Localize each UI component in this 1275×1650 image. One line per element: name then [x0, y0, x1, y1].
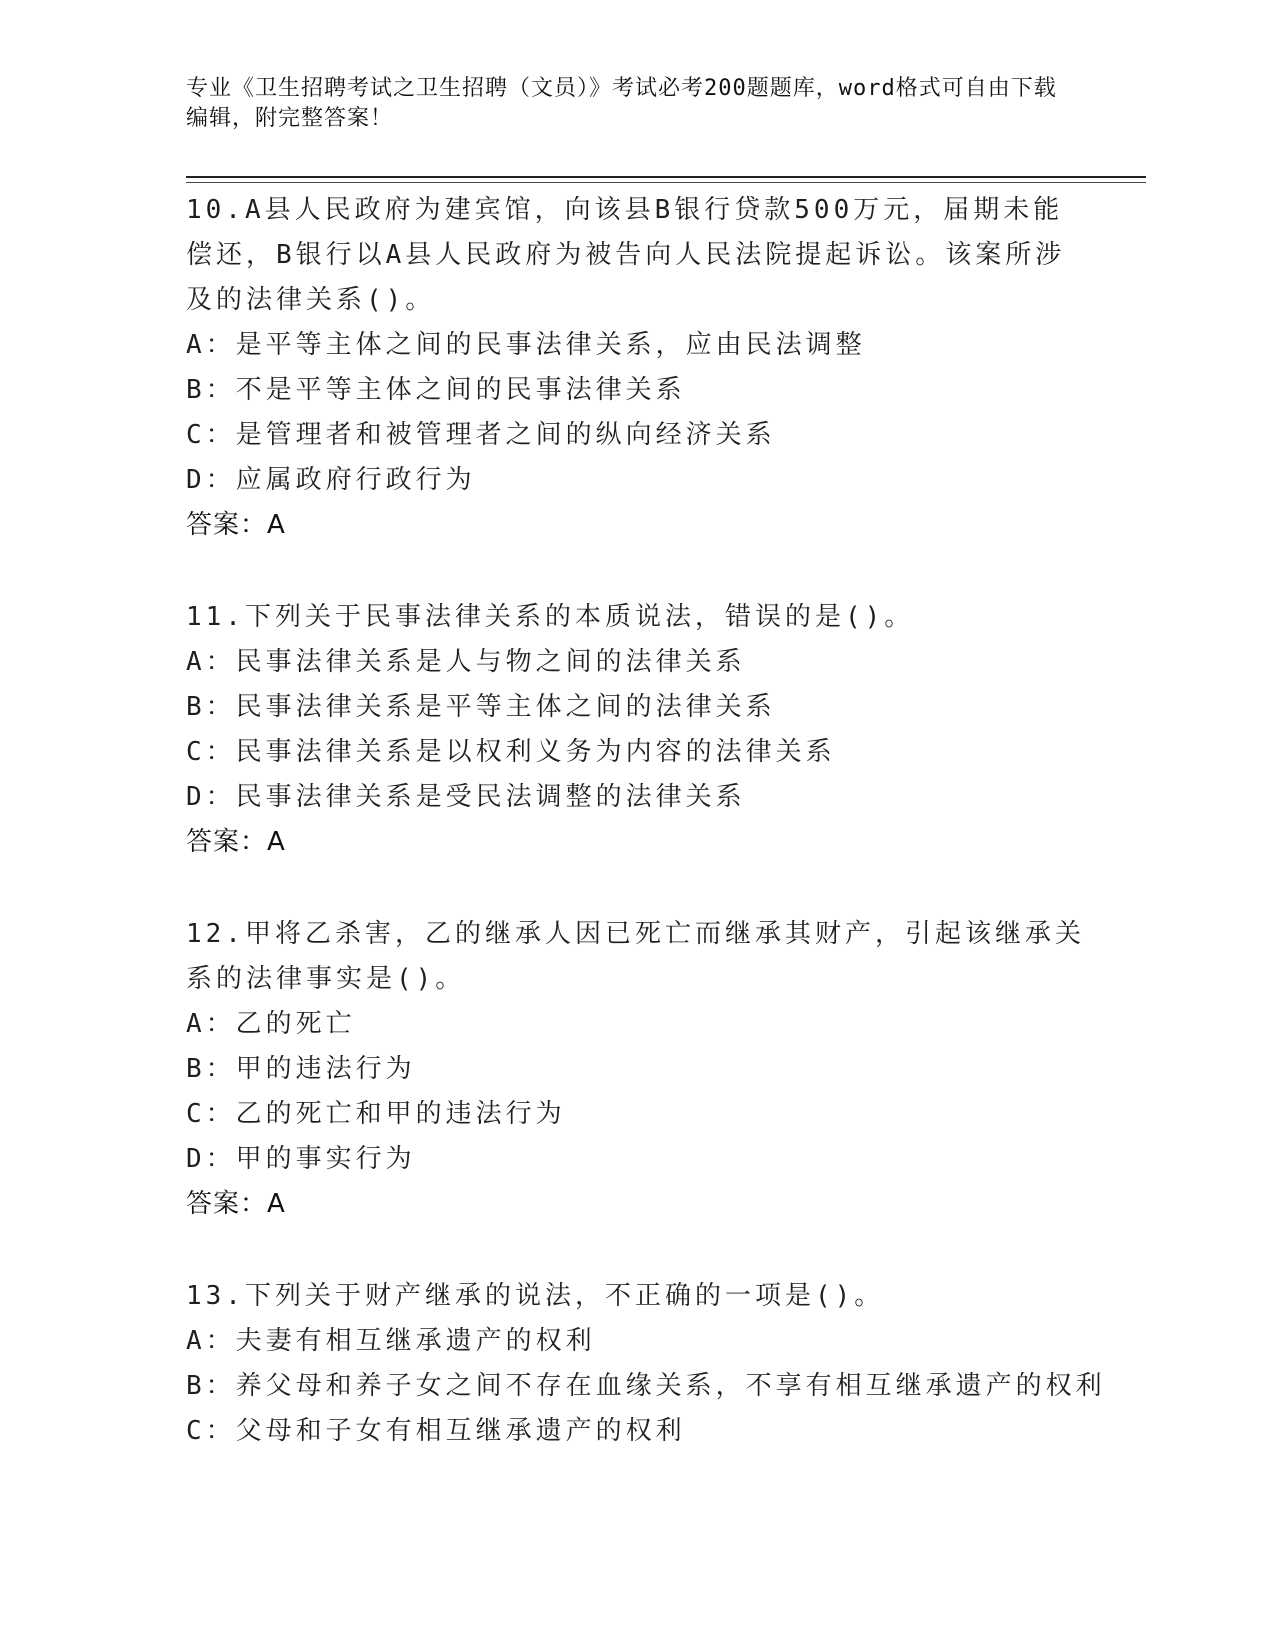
option-a: A：是平等主体之间的民事法律关系，应由民法调整 [186, 330, 866, 360]
question-spacer [186, 865, 1086, 912]
answer: 答案：A [186, 1189, 286, 1219]
option-c: C：父母和子女有相互继承遗产的权利 [186, 1416, 686, 1446]
question-stem: 10.A县人民政府为建宾馆，向该县B银行贷款500万元，届期未能偿还，B银行以A县人民政府为被告向人民法院提起诉讼。该案所涉及的法律关系()。 [186, 195, 1066, 315]
option-a: A：乙的死亡 [186, 1009, 356, 1039]
option-b: B：甲的违法行为 [186, 1054, 416, 1084]
answer: 答案：A [186, 827, 286, 857]
option-d: D：应属政府行政行为 [186, 465, 476, 495]
option-b: B：养父母和养子女之间不存在血缘关系，不享有相互继承遗产的权利 [186, 1371, 1106, 1401]
question-stem: 12.甲将乙杀害，乙的继承人因已死亡而继承其财产，引起该继承关系的法律事实是()。 [186, 919, 1085, 994]
question-spacer [186, 548, 1086, 595]
header-divider-thin [186, 182, 1146, 183]
question-stem: 11.下列关于民事法律关系的本质说法，错误的是()。 [186, 602, 915, 632]
option-b: B：不是平等主体之间的民事法律关系 [186, 375, 686, 405]
question-13 [186, 1274, 1106, 1454]
question-list [186, 188, 1106, 1454]
option-d: D：民事法律关系是受民法调整的法律关系 [186, 782, 746, 812]
header-divider-thick [186, 176, 1146, 178]
question-spacer [186, 1227, 1086, 1274]
option-a: A：民事法律关系是人与物之间的法律关系 [186, 647, 746, 677]
option-c: C：民事法律关系是以权利义务为内容的法律关系 [186, 737, 836, 767]
option-b: B：民事法律关系是平等主体之间的法律关系 [186, 692, 776, 722]
option-a: A：夫妻有相互继承遗产的权利 [186, 1326, 596, 1356]
option-c: C：乙的死亡和甲的违法行为 [186, 1099, 566, 1129]
question-11 [186, 595, 1086, 865]
document-header: 专业《卫生招聘考试之卫生招聘（文员）》考试必考200题题库，word格式可自由下载编辑，附完整答案！ [186, 76, 1057, 131]
question-10 [186, 188, 1086, 548]
question-stem: 13.下列关于财产继承的说法，不正确的一项是()。 [186, 1281, 885, 1311]
answer: 答案：A [186, 510, 286, 540]
question-12 [186, 912, 1086, 1227]
option-c: C：是管理者和被管理者之间的纵向经济关系 [186, 420, 776, 450]
option-d: D：甲的事实行为 [186, 1144, 416, 1174]
